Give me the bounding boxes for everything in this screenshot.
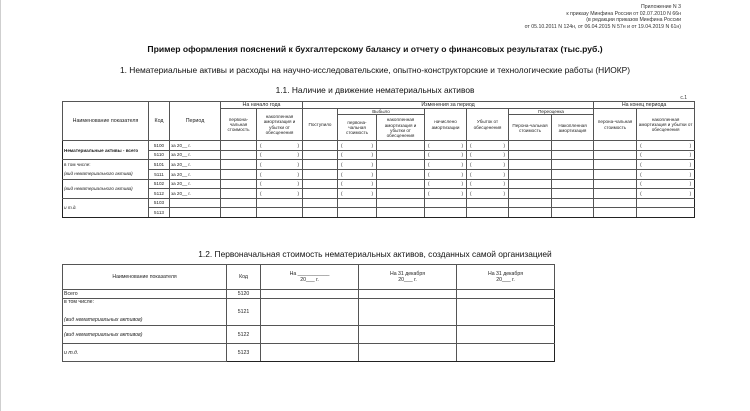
col-reval-accum: Накопленная амортизация [552,115,594,141]
row-code: 5101 [149,160,170,170]
self-created-assets-table [62,264,555,362]
cell [457,344,555,362]
cell: ( ) [637,179,695,189]
cell: ( ) [425,179,467,189]
row-period: за 20__ г. [170,141,221,151]
cell [303,160,338,170]
appendix-note [525,4,681,30]
col-name-header: Наименование показателя [63,102,149,141]
cell [457,290,555,299]
row-code: 5102 [149,179,170,189]
cell [261,344,359,362]
row-code: 5100 [149,141,170,151]
col-period-header: Период [170,102,221,141]
cell: ( ) [637,150,695,160]
cell: ( ) [425,169,467,179]
cell [377,179,425,189]
cell [303,141,338,151]
col-date2-header [359,265,457,290]
date3-label: На 31 декабря [487,271,524,277]
row-code: 5120 [227,290,261,299]
cell [425,198,467,208]
col-end-header: На конец периода [594,102,695,109]
cell [594,198,637,208]
cell [594,150,637,160]
row-label-vid: (вид нематериальных активов) [63,326,227,344]
cell: ( ) [338,179,377,189]
main-title: Пример оформления пояснений к бухгалтерскому балансу и отчету о финансовых результатах (тыс.руб.) [147,44,603,54]
row-code: 5103 [149,198,170,208]
col-code-header: Код [227,265,261,290]
col-reval: Переоценка [509,109,594,115]
cell [467,208,509,218]
cell [338,208,377,218]
row-label-vid: (вид нематериального актива) [63,179,149,198]
row-label-incl [63,160,149,179]
cell: ( ) [338,169,377,179]
cell: ( ) [257,160,303,170]
cell [467,198,509,208]
section-1-2-title: 1.2. Первоначальная стоимость нематериальных активов, созданных самой организацией [198,249,552,259]
section-1-title: 1. Нематериальные активы и расходы на научно-исследовательские, опытно-конструкторские и технологические работы (НИОКР) [119,65,631,75]
cell: ( ) [338,160,377,170]
col-changes-header: Изменения за период [303,102,594,109]
row-code: 5111 [149,169,170,179]
cell [552,198,594,208]
cell [303,179,338,189]
cell: ( ) [637,141,695,151]
col-code-header: Код [149,102,170,141]
cell [221,179,257,189]
cell [457,326,555,344]
cell [377,189,425,199]
row-code: 5121 [227,299,261,326]
cell [594,179,637,189]
cell [509,189,552,199]
cell: ( ) [338,150,377,160]
cell [221,160,257,170]
date2-label: На 31 декабря [389,271,426,277]
col-start-initial: первона-чальная стоимость [221,109,257,141]
cell [509,160,552,170]
row-label-incl-text: в том числе: [64,162,91,168]
cell: ( ) [338,189,377,199]
row-period: за 20__ г. [170,189,221,199]
row-label-etc: и т.д. [63,198,149,217]
col-end-accum: накопленная амортизация и убытки от обесценения [637,109,695,141]
row-label-incl-text: в том числе: [64,299,94,305]
unit-label: с.1 [680,95,687,101]
cell [359,299,457,326]
cell [637,198,695,208]
date2-year: 20___ г. [398,277,417,283]
col-disposed: Выбыло [338,109,425,115]
cell [552,169,594,179]
cell [221,169,257,179]
cell [552,179,594,189]
col-date3-header [457,265,555,290]
cell: ( ) [257,150,303,160]
row-period: за 20__ г. [170,179,221,189]
cell [425,208,467,218]
cell [257,208,303,218]
cell [303,169,338,179]
appendix-line: Приложение N 3 [641,4,681,10]
cell [221,141,257,151]
cell [221,189,257,199]
cell: ( ) [467,179,509,189]
cell: ( ) [637,169,695,179]
cell: ( ) [257,179,303,189]
cell [552,141,594,151]
col-name-header: Наименование показателя [63,265,227,290]
col-disp-accum: накопленная амортизация и убытки от обесценения [377,115,425,141]
cell [509,179,552,189]
cell: ( ) [425,189,467,199]
cell [377,198,425,208]
cell [303,198,338,208]
cell: ( ) [467,169,509,179]
date1-label: На ___________ [289,271,330,277]
cell [303,208,338,218]
col-loss: Убыток от обесценения [467,109,509,141]
row-label-incl [63,299,227,326]
col-reval-initial: Перона-чальная стоимость [509,115,552,141]
row-label-total: Нематериальные активы - всего [63,141,149,160]
row-period: за 20__ г. [170,150,221,160]
row-label-vid: (вид нематериальных активов) [64,317,143,323]
row-code: 5112 [149,189,170,199]
cell [552,150,594,160]
cell [509,198,552,208]
cell [594,208,637,218]
cell: ( ) [637,160,695,170]
cell: ( ) [467,150,509,160]
col-date1-header [261,265,359,290]
cell [509,208,552,218]
cell [221,208,257,218]
col-disp-initial: первона-чальная стоимость [338,115,377,141]
cell [552,208,594,218]
row-code: 5110 [149,150,170,160]
cell [359,326,457,344]
cell [377,208,425,218]
cell [221,150,257,160]
cell [509,150,552,160]
appendix-line: от 05.10.2011 N 124н, от 06.04.2015 N 57н и от 19.04.2019 N 61н) [524,23,681,30]
date1-year: 20___ г. [300,277,319,283]
cell: ( ) [637,189,695,199]
cell: ( ) [425,150,467,160]
row-label-etc: и т.д. [63,344,227,362]
col-received: Поступило [303,109,338,141]
cell [257,198,303,208]
cell [552,160,594,170]
cell [261,326,359,344]
cell [338,198,377,208]
section-1-1-title: 1.1. Наличие и движение нематериальных активов [275,85,475,95]
cell: ( ) [425,141,467,151]
cell [594,141,637,151]
cell [359,344,457,362]
cell [377,169,425,179]
col-start-accum: накопленная амортизация и убытки от обесценения [257,109,303,141]
page-edge [0,0,1,411]
intangible-assets-table [62,101,695,218]
col-end-initial: перона-чальная стоимость [594,109,637,141]
cell [594,169,637,179]
cell [637,208,695,218]
cell [303,189,338,199]
cell [594,160,637,170]
row-period [170,198,221,208]
cell: ( ) [467,160,509,170]
cell: ( ) [467,141,509,151]
col-start-header: На начало года [221,102,303,109]
row-period: за 20__ г. [170,169,221,179]
cell [377,141,425,151]
row-label-vid: (вид нематериального актива) [64,171,133,177]
cell [303,150,338,160]
appendix-line: к приказу Минфина России от 02.07.2010 N 66н [566,10,681,17]
cell [261,290,359,299]
cell [457,299,555,326]
cell: ( ) [467,189,509,199]
row-code: 5123 [227,344,261,362]
cell: ( ) [257,169,303,179]
col-amort: начислено амортизации [425,109,467,141]
cell [509,141,552,151]
cell [509,169,552,179]
cell: ( ) [425,160,467,170]
row-code: 5122 [227,326,261,344]
cell [594,189,637,199]
row-period: за 20__ г. [170,160,221,170]
row-label-total: Всего [63,290,227,299]
cell [261,299,359,326]
row-code: 5113 [149,208,170,218]
cell [377,160,425,170]
cell [552,189,594,199]
appendix-line: (в редакции приказов Минфина России [586,17,681,24]
cell [221,198,257,208]
cell [377,150,425,160]
date3-year: 20___ г. [496,277,515,283]
row-period [170,208,221,218]
cell: ( ) [338,141,377,151]
cell [359,290,457,299]
cell: ( ) [257,189,303,199]
cell: ( ) [257,141,303,151]
